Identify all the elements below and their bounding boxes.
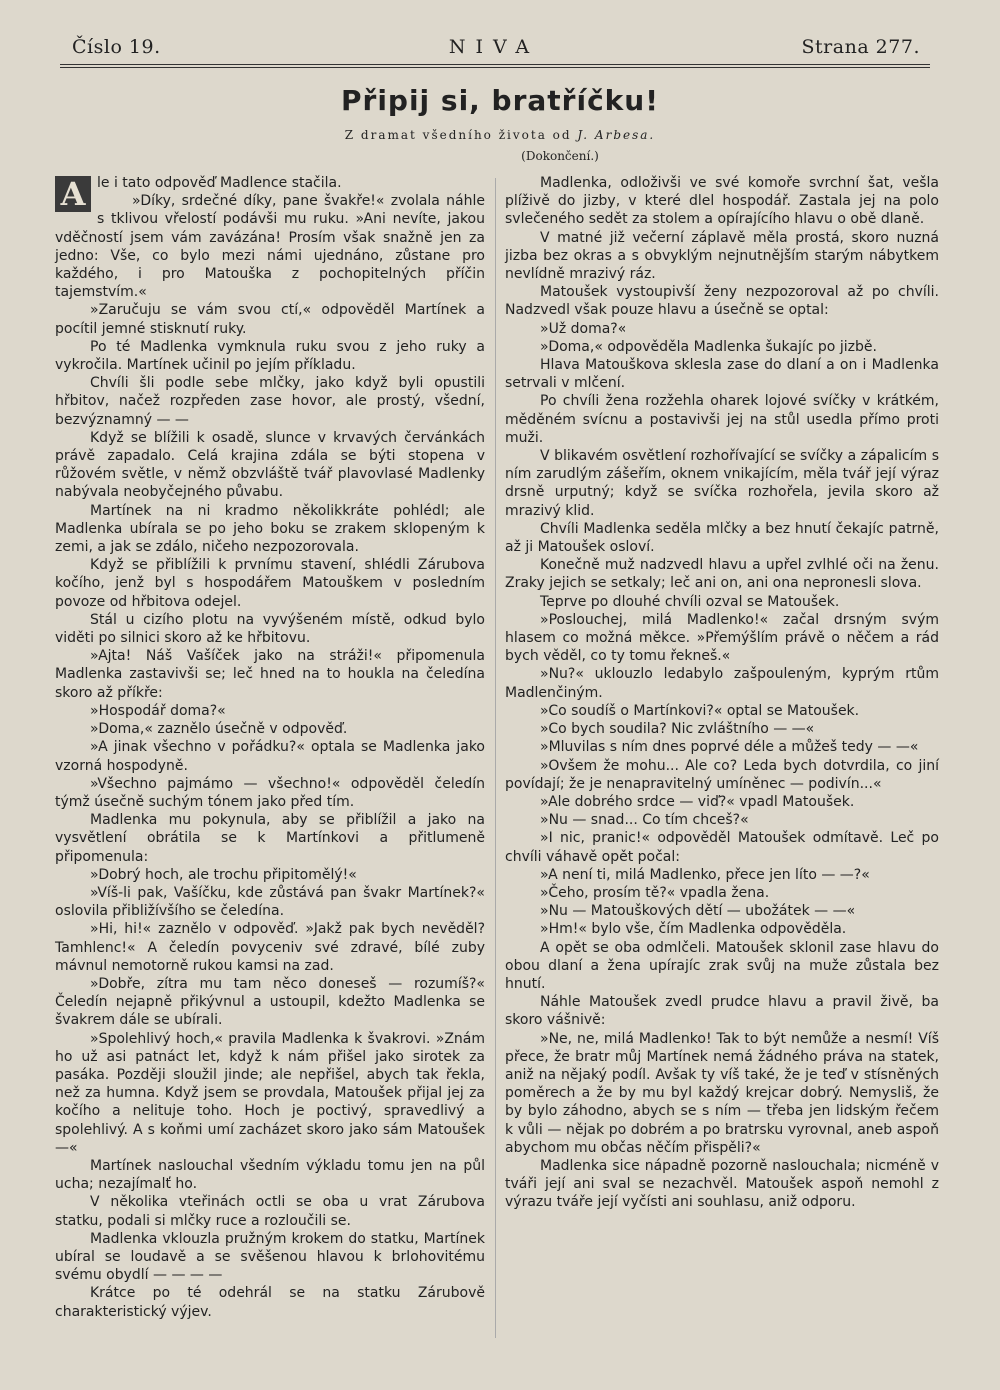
magazine-title: NIVA bbox=[448, 36, 540, 58]
paragraph-text: »Doma,« odpověděla Madlenka šukajíc po jizbě. bbox=[540, 338, 877, 355]
paragraph bbox=[55, 174, 485, 213]
paragraph-text: le i tato odpověď Madlence stačila. bbox=[97, 175, 342, 191]
paragraph bbox=[55, 192, 485, 301]
paragraph-text: »Už doma?« bbox=[540, 320, 627, 337]
paragraph bbox=[505, 665, 939, 701]
paragraph-text: V matné již večerní záplavě měla prostá, skoro nuzná jizba bez okras a s obvyklým nejnutnějším starým nábytkem nevlídně mrazivý ráz. bbox=[505, 229, 939, 283]
paragraph-text: »Doma,« zaznělo úsečně v odpověď. bbox=[90, 721, 348, 738]
paragraph-text: »A není ti, milá Madlenko, přece jen líto — —?« bbox=[540, 866, 870, 883]
paragraph bbox=[505, 920, 939, 938]
paragraph-text: »Ajta! Náš Vašíček jako na stráži!« připomenula Madlenka zastavivši se; leč hned na to houkla na čeledína skoro až příkře: bbox=[55, 648, 485, 701]
paragraph-text: »Spolehlivý hoch,« pravila Madlenka k švakrovi. »Znám ho už asi patnáct let, když k nám přišel jako sirotek za pasáka. Později sloužil jinde; ale nepřišel, abych tak řekla, než za humna. Když jsem se provdala, Matoušek přijal jej za kočího a nelituje toho. Hoch je poctivý, spravedlivý a spolehlivý. A s koňmi umí zacházet skoro jako sám Matoušek —« bbox=[55, 1030, 485, 1156]
paragraph-text: Když se blížili k osadě, slunce v krvavých červánkách právě zapadalo. Celá krajina zdála se býti stopena v růžovém světle, v němž obzvláště tvář plavovlasé Madlenky nabývala neobyčejného půvabu. bbox=[55, 429, 485, 501]
paragraph bbox=[505, 447, 939, 520]
paragraph bbox=[505, 993, 939, 1029]
paragraph-text: »Nu?« uklouzlo ledabylo zašpouleným, kyprým rtům Madlenčiným. bbox=[505, 666, 939, 701]
paragraph bbox=[505, 1030, 939, 1157]
paragraph bbox=[505, 593, 939, 611]
paragraph-text: Náhle Matoušek zvedl prudce hlavu a pravil živě, ba skoro vášnivě: bbox=[505, 994, 939, 1029]
paragraph-text: Teprve po dlouhé chvíli ozval se Matoušek. bbox=[540, 593, 840, 610]
paragraph bbox=[55, 611, 485, 647]
paragraph-text: Martínek na ni kradmo několikkráte pohlédl; ale Madlenka ubírala se po jeho boku se zrakem sklopeným k zemi, a jak se zdálo, ničeho nezpozorovala. bbox=[55, 502, 485, 556]
paragraph bbox=[55, 738, 485, 774]
paragraph-text: »Hm!« bylo vše, čím Madlenka odpověděla. bbox=[540, 921, 847, 938]
paragraph bbox=[55, 1284, 485, 1320]
header-rule bbox=[60, 64, 930, 65]
paragraph bbox=[55, 556, 485, 611]
paragraph bbox=[505, 174, 939, 229]
paragraph-text: »Ovšem že mohu... Ale co? Leda bych dotvrdila, co jiní povídají; že je nenapravitelný umíněnec — podivín...« bbox=[505, 757, 939, 792]
paragraph bbox=[55, 866, 485, 884]
paragraph bbox=[505, 939, 939, 994]
paragraph-text: Madlenka mu pokynula, aby se přiblížil a jako na vysvětlení obrátila se k Martínkovi a přitlumeně připomenula: bbox=[55, 812, 485, 865]
paragraph-text: Hlava Matouškova sklesla zase do dlaní a on i Madlenka setrvali v mlčení. bbox=[505, 357, 939, 392]
paragraph bbox=[505, 738, 939, 756]
paragraph-text: »Ale dobrého srdce — viď?« vpadl Matoušek. bbox=[540, 793, 855, 810]
paragraph bbox=[505, 556, 939, 592]
paragraph-text: »Nu — snad... Co tím chceš?« bbox=[540, 812, 749, 829]
page-number: Strana 277. bbox=[801, 36, 920, 58]
paragraph-text: Chvíli šli podle sebe mlčky, jako když byli opustili hřbitov, načež rozpředen zase hovor, ale prostý, všední, bezvýznamný — — bbox=[55, 375, 485, 428]
paragraph-text: »Dobře, zítra mu tam něco doneseš — rozumíš?« Čeledín nejapně přikývnul a ustoupil, kdežto Madlenka se švakrem dále se ubírali. bbox=[55, 975, 485, 1029]
paragraph bbox=[55, 920, 485, 975]
paragraph bbox=[55, 811, 485, 866]
paragraph-text: »A jinak všechno v pořádku?« optala se Madlenka jako vzorná hospodyně. bbox=[55, 739, 485, 774]
paragraph bbox=[505, 229, 939, 284]
continuation-note: (Dokončení.) bbox=[521, 149, 599, 163]
paragraph bbox=[55, 301, 485, 337]
paragraph bbox=[55, 884, 485, 920]
paragraph-text: Po té Madlenka vymknula ruku svou z jeho ruky a vykročila. Martínek učinil po jejím příkladu. bbox=[55, 338, 485, 374]
paragraph-text: »Co bych soudila? Nic zvláštního — —« bbox=[540, 721, 815, 738]
paragraph bbox=[55, 720, 485, 738]
paragraph bbox=[505, 611, 939, 666]
paragraph bbox=[55, 1030, 485, 1157]
paragraph-text: »Dobrý hoch, ale trochu připitomělý!« bbox=[90, 866, 357, 883]
paragraph-text: »Zaručuju se vám svou ctí,« odpověděl Martínek a pocítil jemné stisknutí ruky. bbox=[55, 302, 485, 337]
paragraph-text: V blikavém osvětlení rozhořívající se svíčky a zápalicím s ním zarudlým zášeřím, oknem vnikajícím, měla tvář její výraz drsně urputný; když se svíčka rozhořela, jevila skoro až mrazivý klid. bbox=[505, 448, 939, 519]
paragraph-text: Madlenka sice nápadně pozorně naslouchala; nicméně v tváři její ani sval se nezachvěl. Matoušek aspoň nemohl z výrazu tváře její vyčísti ani souhlasu, aniž odporu. bbox=[505, 1157, 939, 1211]
paragraph bbox=[505, 1157, 939, 1212]
paragraph bbox=[505, 320, 939, 338]
paragraph-text: Po chvíli žena rozžehla oharek lojové svíčky v krátkém, měděném svícnu a postavivši jej na stůl usedla přímo proti muži. bbox=[505, 393, 939, 446]
paragraph bbox=[55, 502, 485, 557]
paragraph-text: »Hospodář doma?« bbox=[90, 702, 226, 719]
paragraph bbox=[55, 775, 485, 811]
paragraph-text: »Hi, hi!« zaznělo v odpověď. »Jakž pak bych nevěděl? Tamhlenc!« A čeledín povyceniv své zdravé, bílé zuby mávnul nemotorně rukou kamsi na zad. bbox=[55, 921, 485, 974]
paragraph-text: »Všechno pajmámo — všechno!« odpověděl čeledín týmž úsečně suchým tónem jako před tím. bbox=[55, 775, 485, 810]
paragraph bbox=[55, 374, 485, 429]
article-subtitle bbox=[0, 128, 1000, 142]
paragraph-text: »Poslouchej, milá Madlenko!« začal drsným svým hlasem co možná měkce. »Přemýšlím právě o něčem a rád bych věděl, co ty tomu řekneš.« bbox=[505, 611, 939, 665]
paragraph-text: »Víš-li pak, Vašíčku, kde zůstává pan švakr Martínek?« oslovila přibližívšího se čeledína. bbox=[55, 884, 485, 920]
paragraph bbox=[505, 757, 939, 793]
article-author: J. Arbesa. bbox=[577, 128, 656, 142]
paragraph-text: Madlenka vklouzla pružným krokem do statku, Martínek ubíral se loudavě a se svěšenou hlavou k brlohovitému svému obydlí — — — — bbox=[55, 1230, 485, 1284]
paragraph-text: »Mluvilas s ním dnes poprvé déle a můžeš tedy — —« bbox=[540, 739, 919, 756]
paragraph-text: »Co soudíš o Martínkovi?« optal se Matoušek. bbox=[540, 702, 860, 719]
paragraph-text: Matoušek vystoupivší ženy nezpozoroval až po chvíli. Nadzvedl však pouze hlavu a úsečně se optal: bbox=[505, 284, 939, 319]
paragraph-text: Madlenka, odloživši ve své komoře svrchní šat, vešla plíživě do jizby, v které dlel hospodář. Zastala jej na polo svlečeného sedět za stolem a opírajícího hlavu o obě dlaně. bbox=[505, 175, 939, 228]
article-title: Připij si, bratříčku! bbox=[340, 84, 660, 117]
paragraph bbox=[55, 1230, 485, 1285]
paragraph bbox=[55, 1193, 485, 1229]
paragraph bbox=[505, 520, 939, 556]
drop-cap: A bbox=[55, 176, 91, 212]
paragraph bbox=[505, 866, 939, 884]
paragraph bbox=[505, 811, 939, 829]
paragraph bbox=[55, 975, 485, 1030]
paragraph bbox=[505, 902, 939, 920]
paragraph-text: »Nu — Matouškových dětí — ubožátek — —« bbox=[540, 903, 856, 920]
paragraph-text: Krátce po té odehrál se na statku Zárubově charakteristický výjev. bbox=[55, 1285, 485, 1320]
paragraph bbox=[505, 702, 939, 720]
page-header bbox=[68, 36, 920, 66]
paragraph bbox=[505, 392, 939, 447]
paragraph-text: »Díky, srdečné díky, pane švakře!« zvolala náhle s tklivou vřelostí podávši mu ruku. »Ani nevíte, jakou vděčností jsem vám zavázána! Prosím však snažně jen za jedno: Vše, co bylo mezi námi ujednáno, zůstane pro každého, i pro Matouška z pochopitelných příčin tajemstvím.« bbox=[55, 193, 485, 301]
paragraph bbox=[505, 884, 939, 902]
issue-number: Číslo 19. bbox=[72, 36, 161, 58]
paragraph-text: Chvíli Madlenka seděla mlčky a bez hnutí čekajíc patrně, až ji Matoušek osloví. bbox=[505, 520, 939, 556]
column-divider bbox=[495, 178, 496, 1338]
paragraph bbox=[55, 647, 485, 702]
paragraph-text: Když se přiblížili k prvnímu stavení, shlédli Zárubova kočího, jenž byl s hospodářem Matouškem v posledním povoze od hřbitova odejel. bbox=[55, 557, 485, 610]
right-column bbox=[505, 174, 939, 1212]
paragraph bbox=[55, 1157, 485, 1193]
paragraph bbox=[505, 829, 939, 865]
paragraph-text: »I nic, pranic!« odpověděl Matoušek odmítavě. Leč po chvíli váhavě opět počal: bbox=[505, 830, 939, 865]
paragraph-text: Stál u cizího plotu na vyvýšeném místě, odkud bylo viděti po silnici skoro až ke hřbitovu. bbox=[55, 611, 485, 647]
paragraph-text: V několika vteřinách octli se oba u vrat Zárubova statku, podali si mlčky ruce a rozloučili se. bbox=[55, 1194, 485, 1229]
subtitle-prefix: Z dramat všedního života od bbox=[344, 128, 572, 142]
paragraph bbox=[55, 702, 485, 720]
paragraph bbox=[505, 720, 939, 738]
paragraph bbox=[505, 283, 939, 319]
paragraph bbox=[505, 356, 939, 392]
header-rule-double bbox=[60, 67, 930, 68]
paragraph-text: A opět se oba odmlčeli. Matoušek sklonil zase hlavu do obou dlaní a žena upírajíc zrak svůj na muže zůstala bez hnutí. bbox=[505, 939, 939, 992]
paragraph-text: Martínek naslouchal všedním výkladu tomu jen na půl ucha; nezajímalť ho. bbox=[55, 1157, 485, 1193]
paragraph bbox=[55, 338, 485, 374]
paragraph-text: Konečně muž nadzvedl hlavu a upřel zvlhlé oči na ženu. Zraky jejich se setkaly; leč ani on, ani ona nepronesli slova. bbox=[505, 557, 939, 592]
paragraph bbox=[505, 338, 939, 356]
paragraph bbox=[55, 429, 485, 502]
left-column bbox=[55, 174, 485, 1321]
paragraph-text: »Čeho, prosím tě?« vpadla žena. bbox=[540, 884, 770, 901]
paragraph-text: »Ne, ne, milá Madlenko! Tak to být nemůže a nesmí! Víš přece, že bratr můj Martínek nemá žádného práva na statek, aniž na nějaký podíl. Avšak ty víš také, že je teď v stísněných poměrech a že by mu byl každý krejcar dobrý. Nemysliš, že by bylo záhodno, abych se s ním — třeba jen lidským řečem k vůli — nějak po dobrém a po bratrsku vyrovnal, aneb aspoň abychom mu občas něčím přispěli?« bbox=[505, 1030, 939, 1156]
paragraph bbox=[505, 793, 939, 811]
